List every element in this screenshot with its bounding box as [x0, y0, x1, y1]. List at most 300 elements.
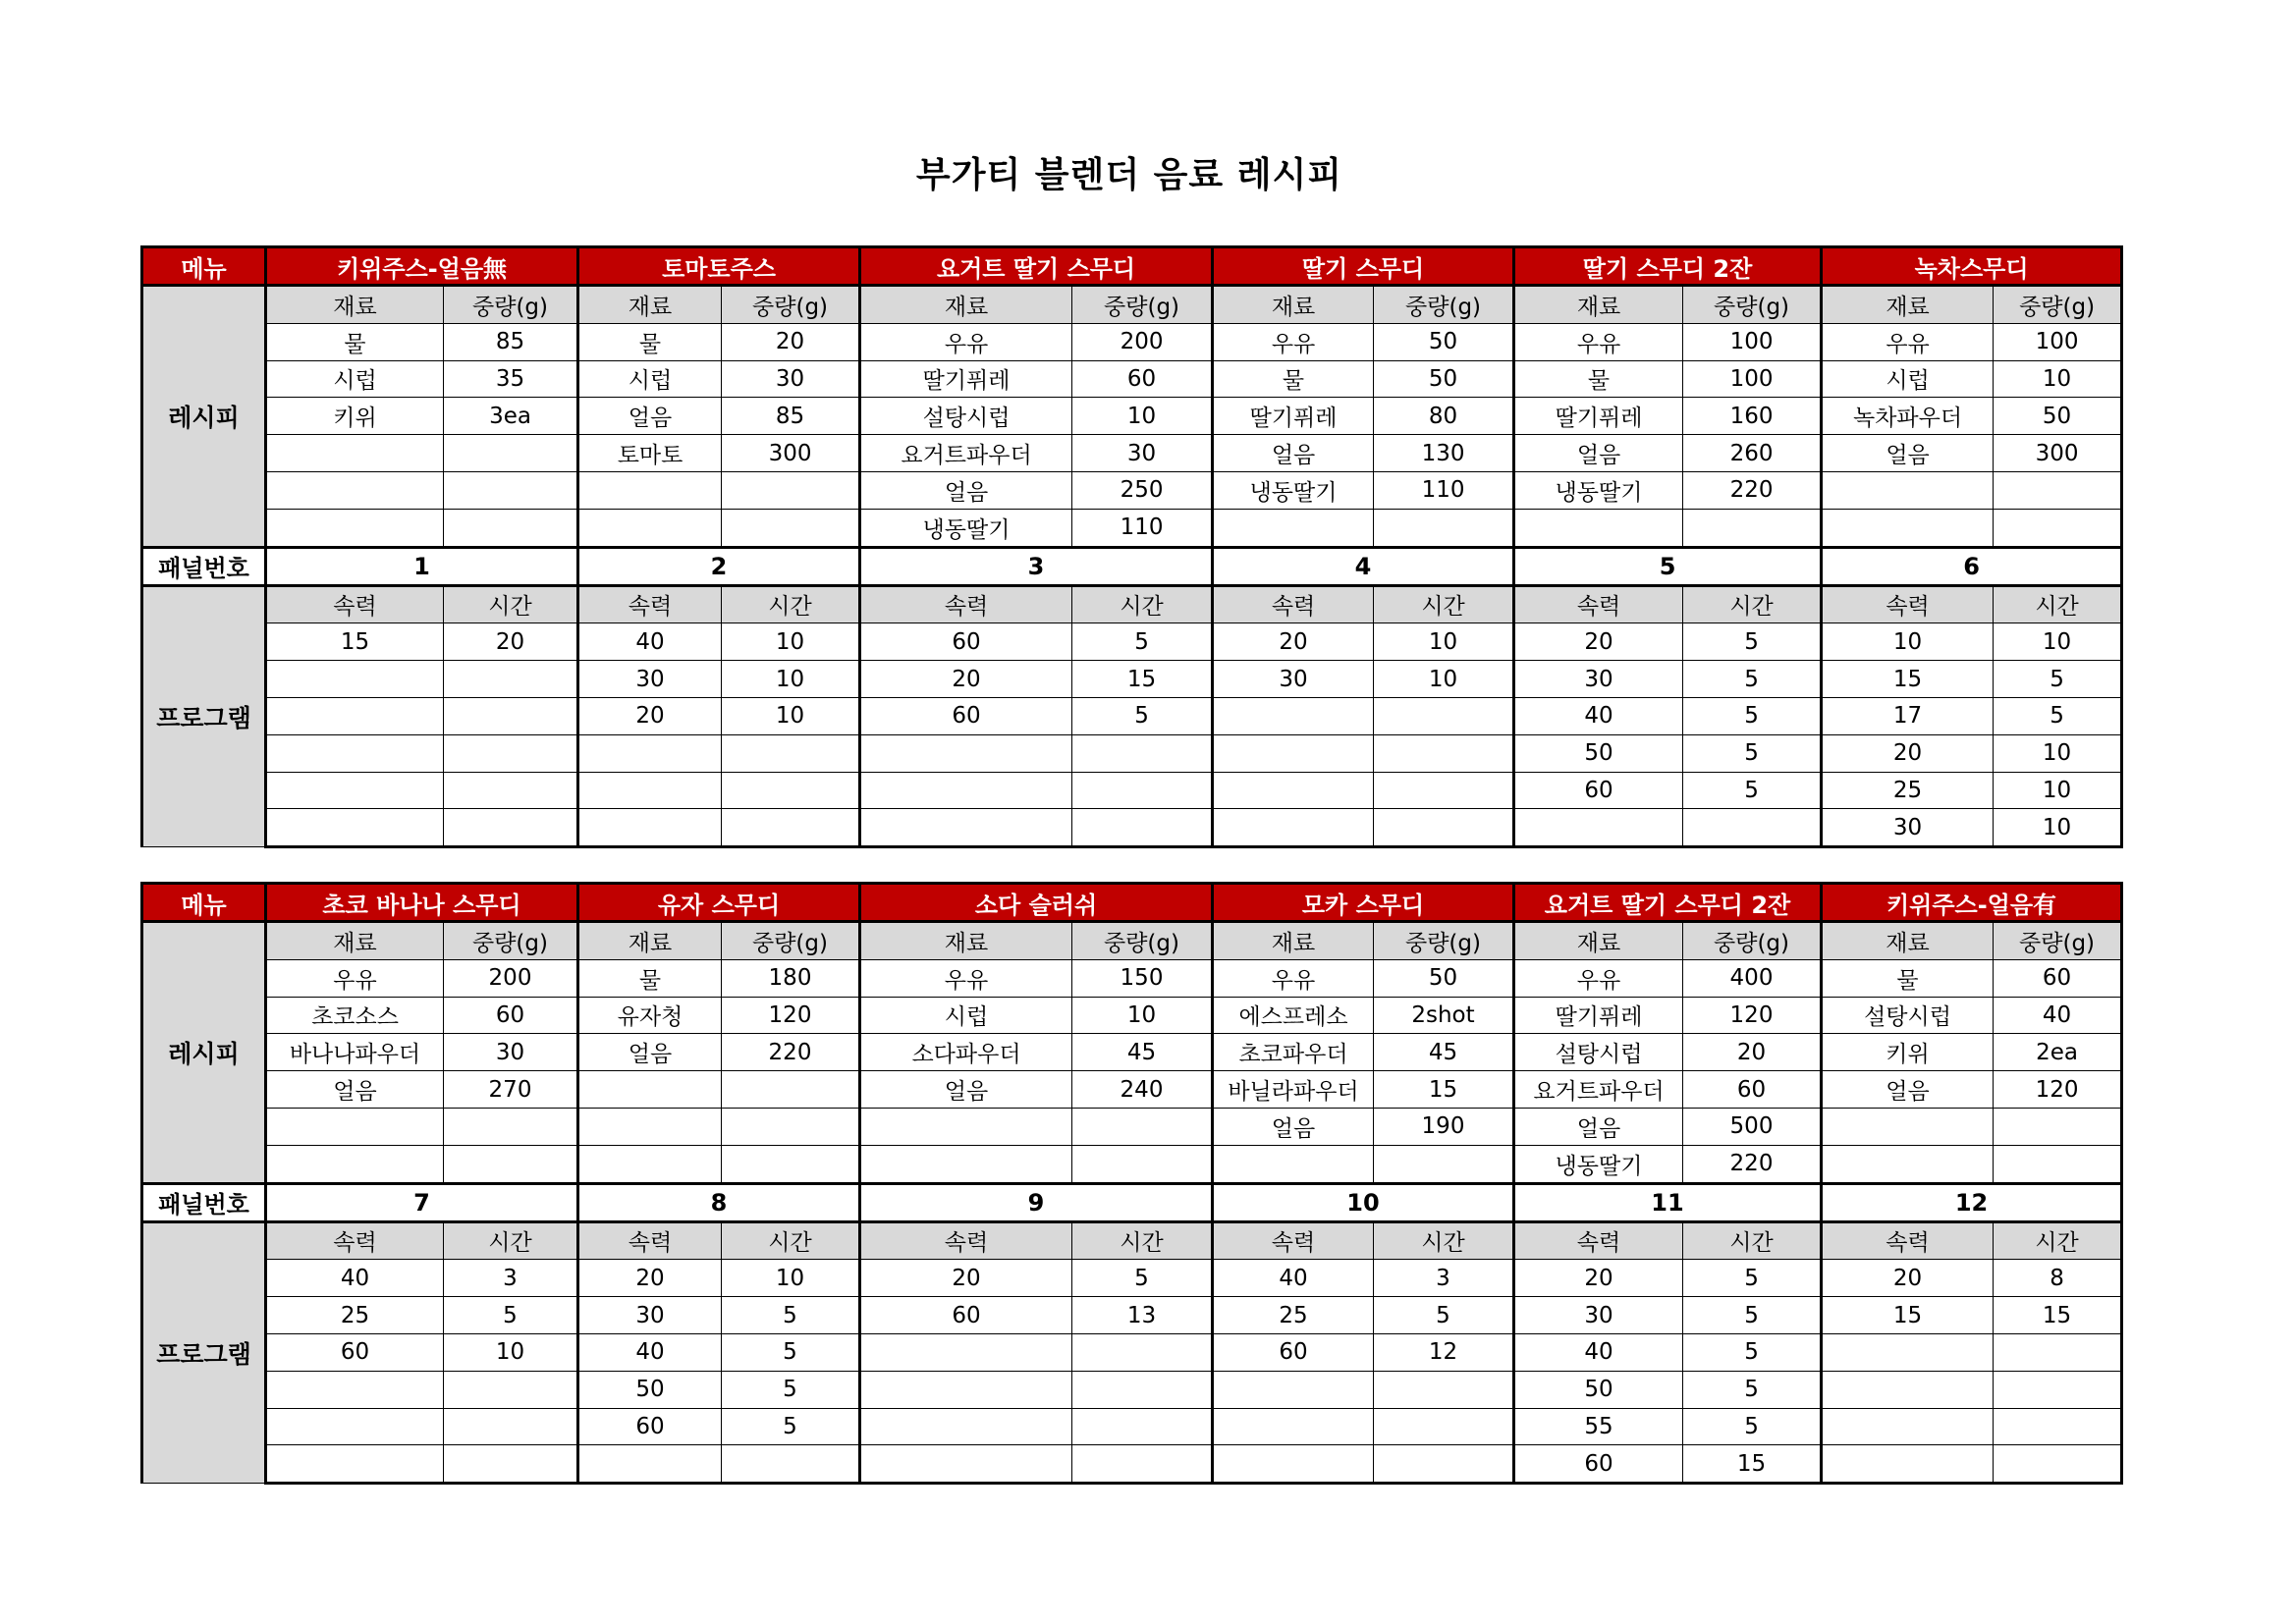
weight-header: 중량(g): [1994, 922, 2122, 960]
ingredient-cell: 딸기퓌레: [1213, 398, 1374, 435]
table-row: [142, 585, 2122, 623]
table-row: [142, 1371, 2122, 1408]
table-row: [142, 1108, 2122, 1145]
ingredient-cell: 딸기퓌레: [1514, 398, 1683, 435]
speed-cell: [860, 1333, 1072, 1371]
time-cell: [444, 1445, 578, 1484]
speed-cell: [578, 734, 722, 772]
weight-cell: [722, 509, 860, 547]
table-row: [142, 547, 2122, 585]
panel-number: 11: [1514, 1183, 1822, 1221]
weight-cell: [444, 471, 578, 509]
time-cell: [1374, 772, 1514, 809]
menu-name: 소다 슬러쉬: [860, 884, 1213, 922]
ingredient-header: 재료: [1822, 286, 1994, 324]
ingredient-cell: 시럽: [860, 997, 1072, 1034]
ingredient-cell: 우유: [1213, 959, 1374, 997]
ingredient-cell: [578, 1071, 722, 1109]
speed-cell: 60: [860, 697, 1072, 734]
ingredient-cell: 얼음: [1213, 435, 1374, 472]
weight-cell: 20: [1683, 1034, 1822, 1071]
table-row: [142, 959, 2122, 997]
speed-cell: 25: [266, 1297, 444, 1334]
menu-name: 키위주스-얼음無: [266, 247, 578, 286]
speed-cell: [860, 809, 1072, 847]
menu-name: 요거트 딸기 스무디 2잔: [1514, 884, 1822, 922]
speed-header: 속력: [860, 585, 1072, 623]
time-cell: 5: [1994, 697, 2122, 734]
time-cell: [1072, 734, 1213, 772]
weight-cell: 500: [1683, 1108, 1822, 1145]
ingredient-cell: 얼음: [578, 1034, 722, 1071]
ingredient-cell: 바닐라파우더: [1213, 1071, 1374, 1109]
time-header: 시간: [1374, 585, 1514, 623]
panel-number: 10: [1213, 1183, 1514, 1221]
menu-name: 딸기 스무디: [1213, 247, 1514, 286]
table-row: [142, 247, 2122, 286]
time-cell: [1072, 1445, 1213, 1484]
weight-cell: [1072, 1145, 1213, 1183]
speed-cell: [1822, 1333, 1994, 1371]
panel-number: 9: [860, 1183, 1213, 1221]
ingredient-cell: [266, 471, 444, 509]
time-cell: 5: [1683, 623, 1822, 661]
speed-cell: 40: [266, 1260, 444, 1297]
weight-cell: 85: [444, 323, 578, 360]
time-header: 시간: [444, 1221, 578, 1260]
ingredient-cell: 우유: [1213, 323, 1374, 360]
table-row: [142, 772, 2122, 809]
weight-cell: 220: [722, 1034, 860, 1071]
speed-cell: 20: [578, 1260, 722, 1297]
time-cell: 10: [1994, 734, 2122, 772]
time-cell: 10: [722, 1260, 860, 1297]
weight-cell: 190: [1374, 1108, 1514, 1145]
weight-cell: [1072, 1108, 1213, 1145]
recipe-label: 레시피: [142, 286, 266, 548]
time-header: 시간: [1374, 1221, 1514, 1260]
ingredient-cell: 딸기퓌레: [1514, 997, 1683, 1034]
ingredient-cell: [578, 509, 722, 547]
ingredient-cell: 얼음: [1213, 1108, 1374, 1145]
time-cell: [1374, 697, 1514, 734]
time-cell: [444, 772, 578, 809]
speed-cell: [1213, 1445, 1374, 1484]
time-cell: 5: [1072, 697, 1213, 734]
time-header: 시간: [1072, 1221, 1213, 1260]
weight-cell: 220: [1683, 471, 1822, 509]
time-cell: 5: [444, 1297, 578, 1334]
ingredient-cell: 얼음: [1514, 435, 1683, 472]
weight-cell: 100: [1683, 360, 1822, 398]
ingredient-cell: 얼음: [1822, 435, 1994, 472]
weight-cell: 2ea: [1994, 1034, 2122, 1071]
ingredient-cell: 키위: [266, 398, 444, 435]
ingredient-cell: [266, 435, 444, 472]
weight-cell: 40: [1994, 997, 2122, 1034]
ingredient-cell: 시럽: [1822, 360, 1994, 398]
time-cell: [1374, 734, 1514, 772]
ingredient-cell: 물: [1822, 959, 1994, 997]
time-header: 시간: [1683, 585, 1822, 623]
time-cell: [1994, 1333, 2122, 1371]
weight-cell: [1994, 509, 2122, 547]
time-cell: [722, 772, 860, 809]
speed-cell: 15: [1822, 661, 1994, 698]
speed-cell: [1213, 734, 1374, 772]
time-cell: [722, 1445, 860, 1484]
ingredient-cell: 에스프레소: [1213, 997, 1374, 1034]
time-cell: 10: [722, 623, 860, 661]
table-row: [142, 1445, 2122, 1484]
weight-cell: 120: [1683, 997, 1822, 1034]
ingredient-cell: 냉동딸기: [1514, 471, 1683, 509]
ingredient-cell: [860, 1145, 1072, 1183]
table-row: [142, 697, 2122, 734]
weight-cell: [444, 509, 578, 547]
speed-cell: 60: [1514, 772, 1683, 809]
speed-cell: [266, 772, 444, 809]
speed-cell: 20: [1822, 1260, 1994, 1297]
weight-cell: [1374, 509, 1514, 547]
speed-cell: [578, 809, 722, 847]
speed-cell: 60: [266, 1333, 444, 1371]
weight-header: 중량(g): [1374, 286, 1514, 324]
speed-header: 속력: [578, 1221, 722, 1260]
time-cell: 15: [1683, 1445, 1822, 1484]
weight-cell: 50: [1374, 959, 1514, 997]
weight-header: 중량(g): [1072, 922, 1213, 960]
ingredient-cell: 우유: [1822, 323, 1994, 360]
speed-cell: 40: [1514, 1333, 1683, 1371]
speed-cell: [266, 809, 444, 847]
time-cell: [444, 734, 578, 772]
weight-cell: 120: [722, 997, 860, 1034]
menu-name: 키위주스-얼음有: [1822, 884, 2122, 922]
ingredient-cell: 녹차파우더: [1822, 398, 1994, 435]
speed-cell: 30: [1822, 809, 1994, 847]
panel-number: 12: [1822, 1183, 2122, 1221]
speed-cell: 20: [1822, 734, 1994, 772]
speed-cell: [578, 1445, 722, 1484]
time-cell: 10: [1994, 623, 2122, 661]
time-cell: 5: [1683, 1371, 1822, 1408]
speed-cell: 60: [578, 1408, 722, 1445]
ingredient-cell: 냉동딸기: [1213, 471, 1374, 509]
time-cell: 5: [722, 1333, 860, 1371]
ingredient-cell: 설탕시럽: [1514, 1034, 1683, 1071]
table-row: [142, 809, 2122, 847]
ingredient-cell: [1213, 1145, 1374, 1183]
weight-cell: 60: [1072, 360, 1213, 398]
weight-cell: 270: [444, 1071, 578, 1109]
ingredient-cell: 설탕시럽: [860, 398, 1072, 435]
speed-cell: 20: [860, 661, 1072, 698]
speed-cell: [860, 1408, 1072, 1445]
weight-cell: [1994, 1145, 2122, 1183]
speed-cell: [860, 734, 1072, 772]
speed-cell: 40: [1213, 1260, 1374, 1297]
time-header: 시간: [722, 1221, 860, 1260]
ingredient-cell: [1822, 509, 1994, 547]
menu-name: 초코 바나나 스무디: [266, 884, 578, 922]
time-cell: 5: [722, 1297, 860, 1334]
time-cell: [1072, 1333, 1213, 1371]
panel-label: 패널번호: [142, 547, 266, 585]
speed-cell: [860, 1371, 1072, 1408]
table-row: [142, 286, 2122, 324]
time-cell: 5: [1683, 1297, 1822, 1334]
time-cell: 20: [444, 623, 578, 661]
weight-cell: [1994, 1108, 2122, 1145]
weight-cell: 110: [1374, 471, 1514, 509]
time-cell: [1683, 809, 1822, 847]
speed-cell: [860, 772, 1072, 809]
weight-cell: [1994, 471, 2122, 509]
table-row: [142, 1408, 2122, 1445]
ingredient-cell: 우유: [266, 959, 444, 997]
time-cell: [1994, 1408, 2122, 1445]
ingredient-cell: 바나나파우더: [266, 1034, 444, 1071]
weight-cell: [444, 1145, 578, 1183]
time-cell: 5: [1683, 734, 1822, 772]
time-cell: [1072, 809, 1213, 847]
weight-cell: 50: [1994, 398, 2122, 435]
time-cell: 3: [1374, 1260, 1514, 1297]
speed-cell: 60: [1514, 1445, 1683, 1484]
speed-cell: [860, 1445, 1072, 1484]
ingredient-cell: [266, 509, 444, 547]
weight-cell: 20: [722, 323, 860, 360]
time-cell: 5: [722, 1371, 860, 1408]
weight-cell: 300: [722, 435, 860, 472]
weight-header: 중량(g): [444, 922, 578, 960]
time-cell: 15: [1072, 661, 1213, 698]
ingredient-header: 재료: [860, 286, 1072, 324]
time-cell: 10: [1374, 661, 1514, 698]
speed-cell: 30: [578, 661, 722, 698]
time-header: 시간: [1683, 1221, 1822, 1260]
ingredient-cell: 물: [266, 323, 444, 360]
weight-cell: 10: [1994, 360, 2122, 398]
weight-cell: 220: [1683, 1145, 1822, 1183]
weight-cell: 110: [1072, 509, 1213, 547]
ingredient-cell: [860, 1108, 1072, 1145]
ingredient-cell: 얼음: [860, 1071, 1072, 1109]
table-row: [142, 1145, 2122, 1183]
time-cell: [1374, 1408, 1514, 1445]
time-cell: 10: [1994, 772, 2122, 809]
ingredient-cell: 키위: [1822, 1034, 1994, 1071]
weight-header: 중량(g): [444, 286, 578, 324]
time-header: 시간: [1994, 1221, 2122, 1260]
weight-cell: 50: [1374, 360, 1514, 398]
speed-header: 속력: [1514, 1221, 1683, 1260]
ingredient-cell: 소다파우더: [860, 1034, 1072, 1071]
weight-cell: [722, 471, 860, 509]
speed-header: 속력: [1213, 1221, 1374, 1260]
time-cell: [722, 809, 860, 847]
ingredient-cell: 요거트파우더: [1514, 1071, 1683, 1109]
time-cell: 15: [1994, 1297, 2122, 1334]
speed-cell: 25: [1822, 772, 1994, 809]
menu-name: 토마토주스: [578, 247, 860, 286]
speed-cell: 40: [578, 623, 722, 661]
ingredient-header: 재료: [1213, 922, 1374, 960]
weight-cell: 120: [1994, 1071, 2122, 1109]
weight-cell: 85: [722, 398, 860, 435]
time-cell: 10: [1994, 809, 2122, 847]
ingredient-cell: 초코소스: [266, 997, 444, 1034]
table-row: [142, 471, 2122, 509]
time-cell: [444, 661, 578, 698]
program-label: 프로그램: [142, 585, 266, 847]
speed-cell: 15: [1822, 1297, 1994, 1334]
speed-header: 속력: [1213, 585, 1374, 623]
table-row: [142, 1333, 2122, 1371]
ingredient-cell: 우유: [1514, 959, 1683, 997]
table-row: [142, 1260, 2122, 1297]
weight-cell: 160: [1683, 398, 1822, 435]
ingredient-cell: [578, 1108, 722, 1145]
ingredient-header: 재료: [266, 286, 444, 324]
time-cell: [1374, 1445, 1514, 1484]
weight-cell: 250: [1072, 471, 1213, 509]
weight-cell: 45: [1374, 1034, 1514, 1071]
time-cell: [1072, 1371, 1213, 1408]
ingredient-cell: 얼음: [1822, 1071, 1994, 1109]
speed-cell: [1213, 809, 1374, 847]
ingredient-header: 재료: [1213, 286, 1374, 324]
weight-cell: [722, 1145, 860, 1183]
weight-cell: 180: [722, 959, 860, 997]
time-cell: 8: [1994, 1260, 2122, 1297]
ingredient-header: 재료: [1822, 922, 1994, 960]
speed-cell: 25: [1213, 1297, 1374, 1334]
ingredient-header: 재료: [860, 922, 1072, 960]
weight-header: 중량(g): [722, 286, 860, 324]
ingredient-cell: 냉동딸기: [1514, 1145, 1683, 1183]
time-header: 시간: [1994, 585, 2122, 623]
table-row: [142, 1183, 2122, 1221]
weight-cell: 100: [1994, 323, 2122, 360]
ingredient-cell: [266, 1145, 444, 1183]
ingredient-cell: [1213, 509, 1374, 547]
ingredient-cell: 설탕시럽: [1822, 997, 1994, 1034]
speed-cell: 20: [1514, 1260, 1683, 1297]
table-row: [142, 435, 2122, 472]
table-row: [142, 360, 2122, 398]
weight-cell: 3ea: [444, 398, 578, 435]
weight-cell: 50: [1374, 323, 1514, 360]
panel-number: 4: [1213, 547, 1514, 585]
table-row: [142, 1034, 2122, 1071]
time-cell: [444, 1408, 578, 1445]
ingredient-cell: [1514, 509, 1683, 547]
speed-header: 속력: [266, 585, 444, 623]
weight-header: 중량(g): [1374, 922, 1514, 960]
recipe-label: 레시피: [142, 922, 266, 1184]
speed-cell: [266, 697, 444, 734]
ingredient-cell: 토마토: [578, 435, 722, 472]
time-cell: 5: [1683, 1260, 1822, 1297]
program-label: 프로그램: [142, 1221, 266, 1484]
ingredient-cell: 물: [578, 959, 722, 997]
ingredient-cell: 얼음: [578, 398, 722, 435]
time-cell: [1374, 809, 1514, 847]
time-header: 시간: [444, 585, 578, 623]
panel-number: 6: [1822, 547, 2122, 585]
ingredient-cell: 초코파우더: [1213, 1034, 1374, 1071]
ingredient-cell: 시럽: [578, 360, 722, 398]
ingredient-header: 재료: [1514, 286, 1683, 324]
ingredient-cell: [1822, 471, 1994, 509]
speed-cell: 20: [1213, 623, 1374, 661]
weight-cell: [444, 1108, 578, 1145]
time-cell: 3: [444, 1260, 578, 1297]
menu-name: 요거트 딸기 스무디: [860, 247, 1213, 286]
weight-cell: 10: [1072, 398, 1213, 435]
weight-header: 중량(g): [1072, 286, 1213, 324]
ingredient-cell: 물: [1514, 360, 1683, 398]
ingredient-cell: 물: [578, 323, 722, 360]
time-cell: [1374, 1371, 1514, 1408]
speed-header: 속력: [1822, 585, 1994, 623]
speed-cell: 30: [1514, 1297, 1683, 1334]
menu-label: 메뉴: [142, 247, 266, 286]
time-cell: [722, 734, 860, 772]
ingredient-header: 재료: [578, 286, 722, 324]
time-cell: [1994, 1371, 2122, 1408]
weight-cell: 400: [1683, 959, 1822, 997]
weight-header: 중량(g): [722, 922, 860, 960]
weight-cell: 30: [1072, 435, 1213, 472]
time-cell: 5: [1072, 623, 1213, 661]
speed-cell: [266, 1408, 444, 1445]
recipe-table-1: [140, 245, 2123, 848]
speed-cell: 60: [860, 1297, 1072, 1334]
time-cell: 5: [1683, 772, 1822, 809]
table-row: [142, 922, 2122, 960]
panel-number: 3: [860, 547, 1213, 585]
speed-header: 속력: [1822, 1221, 1994, 1260]
speed-cell: 15: [266, 623, 444, 661]
menu-name: 유자 스무디: [578, 884, 860, 922]
time-cell: 10: [722, 697, 860, 734]
weight-cell: 60: [1994, 959, 2122, 997]
speed-cell: [266, 1371, 444, 1408]
weight-cell: 150: [1072, 959, 1213, 997]
speed-cell: 30: [578, 1297, 722, 1334]
weight-cell: 100: [1683, 323, 1822, 360]
menu-label: 메뉴: [142, 884, 266, 922]
speed-cell: [578, 772, 722, 809]
time-cell: [1994, 1445, 2122, 1484]
ingredient-cell: [1822, 1108, 1994, 1145]
speed-cell: 50: [1514, 1371, 1683, 1408]
weight-cell: [722, 1071, 860, 1109]
weight-cell: 260: [1683, 435, 1822, 472]
ingredient-cell: [578, 471, 722, 509]
speed-cell: 50: [578, 1371, 722, 1408]
time-cell: 5: [1683, 1408, 1822, 1445]
speed-cell: 55: [1514, 1408, 1683, 1445]
weight-cell: 300: [1994, 435, 2122, 472]
time-cell: 5: [1994, 661, 2122, 698]
ingredient-cell: 냉동딸기: [860, 509, 1072, 547]
menu-name: 모카 스무디: [1213, 884, 1514, 922]
ingredient-cell: 얼음: [266, 1071, 444, 1109]
